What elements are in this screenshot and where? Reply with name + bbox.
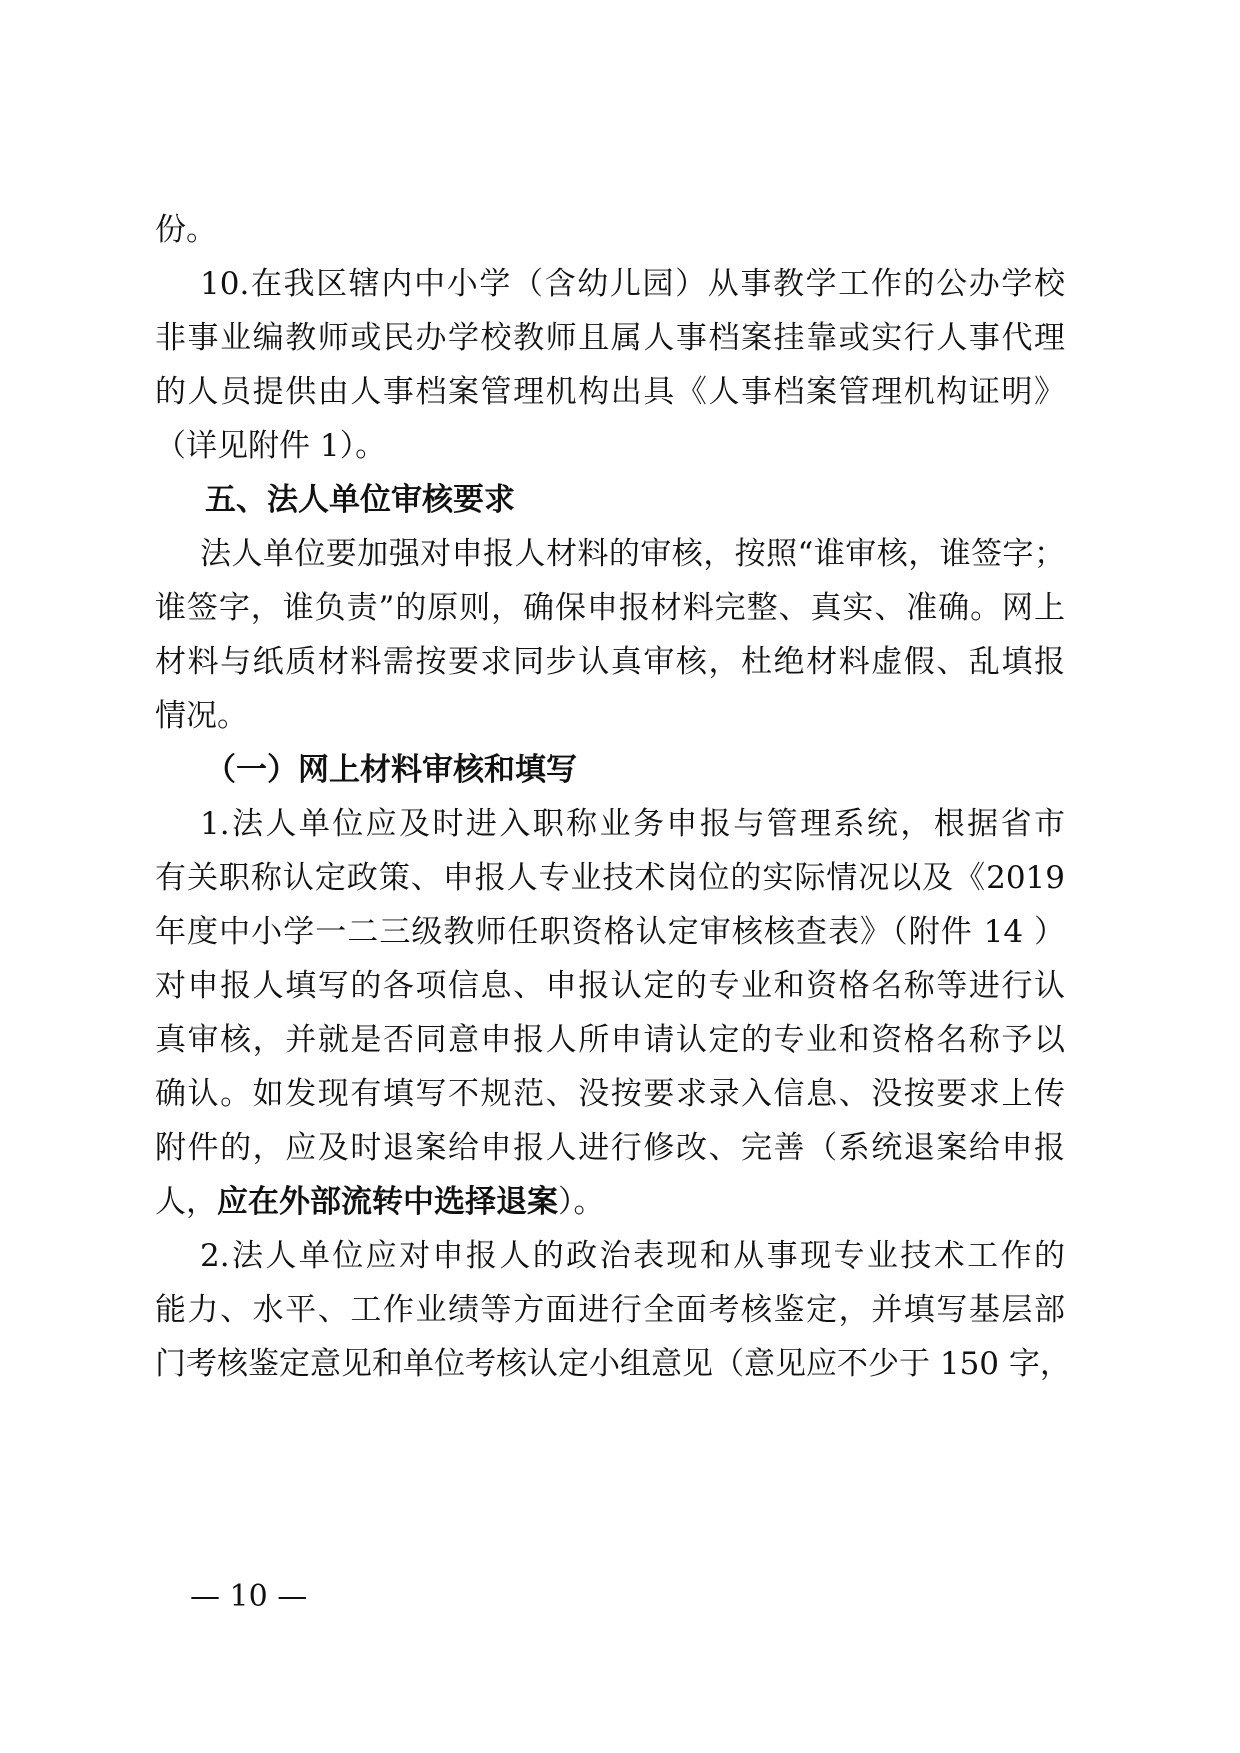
subsection-heading: （一）网上材料审核和填写 [205, 752, 577, 788]
text-line: 年度中小学一二三级教师任职资格认定审核核查表》（附件 14 ） [155, 914, 1065, 950]
page-number: — 10 — [190, 1579, 308, 1614]
text-line: 份。 [155, 212, 217, 248]
text-segment: ）。 [558, 1184, 605, 1220]
section-heading: 五、法人单位审核要求 [205, 482, 515, 518]
text-line [155, 1182, 605, 1222]
text-line: 法人单位要加强对申报人材料的审核，按照“谁审核，谁签字； [200, 536, 1065, 572]
text-line: 门考核鉴定意见和单位考核认定小组意见（意见应不少于 150 字， [155, 1346, 1071, 1382]
text-line: 能力、水平、工作业绩等方面进行全面考核鉴定，并填写基层部 [155, 1292, 1065, 1328]
bold-text-segment: 应在外部流转中选择退案 [217, 1184, 558, 1220]
text-line: （详见附件 1）。 [155, 428, 387, 464]
text-line: 有关职称认定政策、申报人专业技术岗位的实际情况以及《2019 [155, 860, 1065, 896]
text-segment: 人， [155, 1184, 217, 1220]
text-line: 2.法人单位应对申报人的政治表现和从事现专业技术工作的 [200, 1238, 1065, 1274]
text-line: 情况。 [155, 698, 248, 734]
text-line: 谁签字，谁负责”的原则，确保申报材料完整、真实、准确。网上 [155, 590, 1065, 626]
text-line: 材料与纸质材料需按要求同步认真审核，杜绝材料虚假、乱填报 [155, 644, 1065, 680]
text-line: 1.法人单位应及时进入职称业务申报与管理系统，根据省市 [200, 806, 1065, 842]
text-line: 10.在我区辖内中小学（含幼儿园）从事教学工作的公办学校 [200, 266, 1065, 302]
text-line: 真审核，并就是否同意申报人所申请认定的专业和资格名称予以 [155, 1022, 1065, 1058]
text-line: 确认。如发现有填写不规范、没按要求录入信息、没按要求上传 [155, 1076, 1065, 1112]
text-line: 附件的，应及时退案给申报人进行修改、完善（系统退案给申报 [155, 1130, 1065, 1166]
text-line: 对申报人填写的各项信息、申报认定的专业和资格名称等进行认 [155, 968, 1065, 1004]
text-line: 的人员提供由人事档案管理机构出具《人事档案管理机构证明》 [155, 374, 1065, 410]
text-line: 非事业编教师或民办学校教师且属人事档案挂靠或实行人事代理 [155, 320, 1065, 356]
